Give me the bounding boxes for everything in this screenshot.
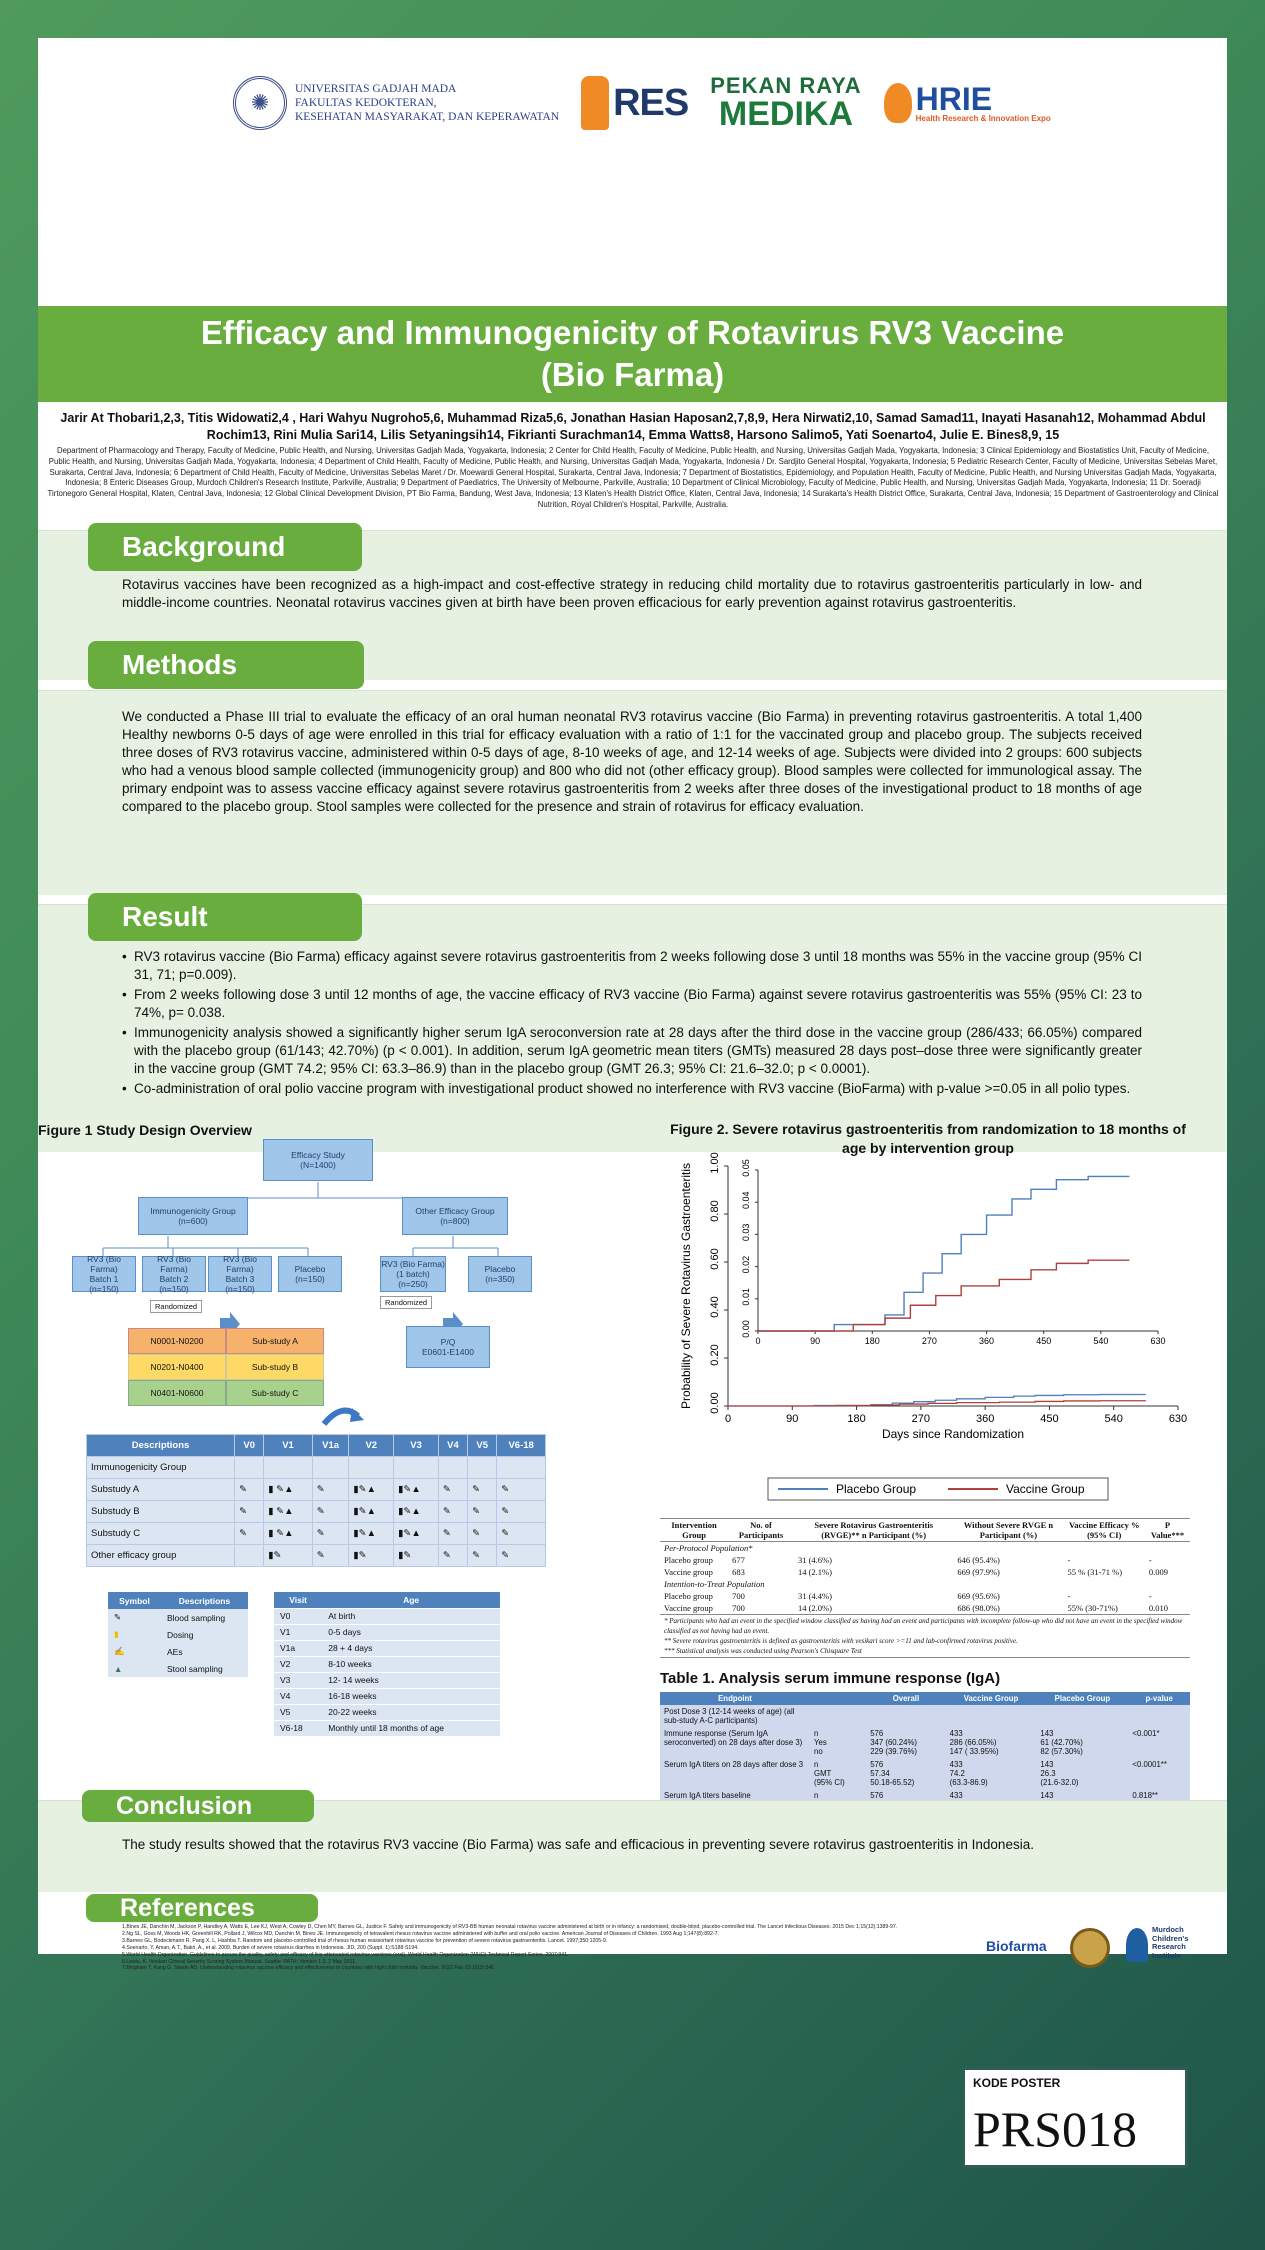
syringe-icon: ✎ xyxy=(108,1609,161,1626)
x-tick-label: 360 xyxy=(975,1413,995,1425)
th-5: p-value xyxy=(1128,1692,1190,1705)
ugm-seal-icon: ✺ xyxy=(233,76,287,130)
result-bullets xyxy=(122,948,1142,1100)
mcri-3: Research xyxy=(1152,1942,1186,1951)
ref-2: 2.Ng SL, Goss M, Woods HK, Greenhill RK, Pollard J, Wilcox MD, Danchin M, Bines JE. Immunogenicity of tetravalent rhesus rotavirus vaccine administered with buffer and oral polio vaccine. American Journal of Diseases of Children. 1993 Aug 1;147(8):892-7. xyxy=(122,1930,719,1937)
x-axis-title: Days since Randomization xyxy=(881,1427,1025,1441)
other-box-line-2: (n=800) xyxy=(440,1216,470,1226)
e01-5: 0.009 xyxy=(1148,1567,1169,1577)
t1-4: 143 61 (42.70%) 82 (57.30%) xyxy=(1040,1729,1083,1756)
poster-code-box xyxy=(962,2067,1188,2168)
vh-2: V1 xyxy=(264,1435,312,1457)
sym-h-0: Symbol xyxy=(108,1592,161,1609)
header-logos xyxy=(233,58,1093,148)
b4-line-3: (n=250) xyxy=(398,1279,428,1289)
e01-3: 669 (97.9%) xyxy=(957,1567,1000,1577)
p2-line-1: Placebo xyxy=(484,1264,516,1274)
ref-5: 5.World Health Organization. Guidelines to assure the quality, safety and efficacy of live attenuated rotavirus vaccines (oral). World Health Organization (WHO) Technical Report Series. 2007;941. xyxy=(122,1951,569,1958)
hrie-text: HRIE xyxy=(915,81,993,117)
title-line-1: Efficacy and Immunogenicity of Rotavirus RV3 Vaccine xyxy=(200,314,1065,351)
placebo-box-2 xyxy=(468,1256,532,1292)
p1-line-2: (n=150) xyxy=(295,1274,325,1284)
e10-5: - xyxy=(1148,1591,1152,1601)
poster-code-value: PRS018 xyxy=(973,2101,1137,2157)
t2-3: 433 74.2 (63.3-86.9) xyxy=(949,1760,988,1787)
title-bar xyxy=(38,306,1227,402)
authors: Jarir At Thobari1,2,3, Titis Widowati2,4 , Hari Wahyu Nugroho5,6, Muhammad Riza5,6, Jonathan Hasian Haposan2,7,8,9, Hera Nirwati2,10, Samad Samad11, Inayati Hasanah12, Mohammad Abdul Rochim13, Rini Mulia Sari14, Lilis Setyaningsih14, Fikrianti Surachman14, Emma Watts8, Harsono Salimo5, Yati Soenarto4, Julie E. Bines8,9, 15 xyxy=(60,411,1206,442)
table-row: Substudy A ✎ ▮ ✎▲ ✎ ▮✎▲ ▮✎▲ ✎ ✎ ✎ xyxy=(87,1479,546,1501)
t2-1: n GMT (95% CI) xyxy=(814,1760,845,1787)
inset-x-tick-label: 180 xyxy=(864,1336,880,1346)
sym-2: AEs xyxy=(161,1643,248,1660)
th-3: Vaccine Group xyxy=(946,1692,1037,1705)
pq-box xyxy=(406,1326,490,1368)
immuno-box-line-2: (n=600) xyxy=(178,1216,208,1226)
poster xyxy=(38,38,1227,1972)
age-h-1: Age xyxy=(322,1592,500,1608)
y-tick-label: 1.00 xyxy=(709,1152,721,1174)
mcri-logo xyxy=(1152,1926,1188,1960)
mcri-4: Institute xyxy=(1152,1950,1182,1960)
x-tick-label: 0 xyxy=(724,1413,732,1425)
t3-0: Serum IgA titers baseline xyxy=(664,1791,751,1800)
sym-0: Blood sampling xyxy=(161,1609,248,1626)
result-bullet-1: • RV3 rotavirus vaccine (Bio Farma) efficacy against severe rotavirus gastroenteritis from 2 weeks following dose 3 until 18 months was 55% in the vaccine group (95% CI 31, 71; p=0.009). xyxy=(122,948,1142,984)
t2-0: Serum IgA titers on 28 days after dose 3 xyxy=(664,1760,804,1769)
vh-6: V4 xyxy=(438,1435,467,1457)
ugm-line-1: UNIVERSITAS GADJAH MADA xyxy=(295,83,457,95)
t1-0: Immune response (Serum IgA seroconverted) on 28 days after dose 3) xyxy=(664,1729,803,1747)
y-axis-title: Probability of Severe Rotavirus Gastroenteritis xyxy=(679,1162,693,1410)
table-row: Other efficacy group ▮✎ ✎ ▮✎ ▮✎ ✎ ✎ ✎ xyxy=(87,1545,546,1567)
eh-5: P Value*** xyxy=(1145,1519,1190,1542)
inset-y-tick-label: 0.04 xyxy=(741,1191,751,1209)
th-2: Overall xyxy=(866,1692,945,1705)
table-row xyxy=(660,1727,1190,1758)
b4-line-1: RV3 (Bio Farma) xyxy=(381,1259,445,1269)
stool-icon: ▲ xyxy=(108,1660,161,1677)
vr-4: Other efficacy group xyxy=(87,1545,235,1567)
efficacy-table xyxy=(660,1518,1190,1658)
b1-line-2: Batch 1 xyxy=(89,1274,119,1284)
x-tick-label: 540 xyxy=(1104,1413,1123,1425)
age-a-3: 8-10 weeks xyxy=(322,1656,500,1672)
legend-vaccine-label: Vaccine Group xyxy=(1006,1482,1085,1496)
inset-y-tick-label: 0.00 xyxy=(741,1320,751,1338)
table-row xyxy=(660,1566,1190,1578)
age-v-1: V1 xyxy=(274,1624,322,1640)
th-4: Placebo Group xyxy=(1036,1692,1128,1705)
prm-line-2: MEDIKA xyxy=(718,95,853,133)
references-list xyxy=(122,1924,922,1972)
b3-line-1: RV3 (Bio Farma) xyxy=(223,1254,257,1274)
hrie-subtitle: Health Research & Innovation Expo xyxy=(915,114,1051,123)
t3-5: 0.818** xyxy=(1132,1791,1158,1800)
emblem-icon xyxy=(1070,1928,1110,1968)
y-tick-label: 0.20 xyxy=(709,1344,721,1366)
e10-3: 669 (95.6%) xyxy=(957,1591,1000,1601)
table-row xyxy=(660,1554,1190,1566)
e10-0: Placebo group xyxy=(664,1591,713,1601)
t1-1: n Yes no xyxy=(814,1729,827,1756)
table-row xyxy=(660,1758,1190,1789)
res-text: RES xyxy=(613,81,689,124)
e00-2: 31 (4.6%) xyxy=(797,1555,832,1565)
vh-8: V6-18 xyxy=(497,1435,546,1457)
th-1 xyxy=(810,1692,866,1705)
methods-heading: Methods xyxy=(88,641,364,689)
age-a-1: 0-5 days xyxy=(322,1624,500,1640)
e00-3: 646 (95.4%) xyxy=(957,1555,1000,1565)
age-v-6: V5 xyxy=(274,1704,322,1720)
inset-y-tick-label: 0.01 xyxy=(741,1288,751,1306)
age-v-3: V2 xyxy=(274,1656,322,1672)
randomized-label-1: Randomized xyxy=(150,1300,202,1313)
sym-3: Stool sampling xyxy=(161,1660,248,1677)
inset-x-tick-label: 630 xyxy=(1150,1336,1166,1346)
main-series-line xyxy=(728,1394,1146,1406)
ref-3: 3.Barnes GL, Bodeckmann R, Pang X. L, Hashba T. Random and placebo-controlled trial of rhesus human reassortant rotavirus vaccine for prevention of severe rotavirus gastroenteritis. Lancet. 1997;350:1205-9. xyxy=(122,1937,608,1944)
pq-line-2: E0601-E1400 xyxy=(422,1347,474,1357)
inset-x-tick-label: 450 xyxy=(1036,1336,1052,1346)
e11-3: 686 (98.0%) xyxy=(957,1603,1000,1613)
table-row: Substudy C ✎ ▮ ✎▲ ✎ ▮✎▲ ▮✎▲ ✎ ✎ ✎ xyxy=(87,1523,546,1545)
y-tick-label: 0.60 xyxy=(709,1248,721,1270)
mcri-2: Children's xyxy=(1152,1933,1189,1943)
e10-4: - xyxy=(1067,1591,1071,1601)
sym-1: Dosing xyxy=(161,1626,248,1643)
th-0: Endpoint xyxy=(660,1692,810,1705)
e10-1: 700 xyxy=(732,1591,745,1601)
conclusion-text: The study results showed that the rotavirus RV3 vaccine (Bio Farma) was safe and efficacious in preventing severe rotavirus gastroenteritis in Indonesia. xyxy=(122,1837,1034,1852)
t2-4: 143 26.3 (21.6-32.0) xyxy=(1040,1760,1079,1787)
e11-2: 14 (2.0%) xyxy=(797,1603,832,1613)
vr-2: Substudy B xyxy=(87,1501,235,1523)
y-tick-label: 0.80 xyxy=(709,1200,721,1222)
e01-0: Vaccine group xyxy=(664,1567,713,1577)
t3-3: 433 xyxy=(949,1791,963,1800)
substudy-a: Sub-study A xyxy=(226,1328,324,1354)
x-tick-label: 450 xyxy=(1040,1413,1059,1425)
eh-1: No. of Participants xyxy=(728,1519,794,1542)
result-bullet-3: • Immunogenicity analysis showed a significantly higher serum IgA seroconversion rate at 28 days after the third dose in the vaccine group (286/433; 66.05%) compared with the placebo group (61/143; 42.70%) (p < 0.001). In addition, serum IgA geometric mean titers (GMTs) measured 28 days post–dose three were significantly greater in the vaccine group (GMT 74.2; 95% CI: 63.3–86.9) than in the placebo group (GMT 26.3; 95% CI: 21.6–32.0; p < 0.0001). xyxy=(122,1024,1142,1078)
e00-4: - xyxy=(1067,1555,1071,1565)
eff-sec-1: Intention-to-Treat Population xyxy=(664,1579,765,1589)
x-tick-label: 630 xyxy=(1168,1413,1188,1425)
title-line-2: (Bio Farma) xyxy=(540,356,725,393)
background-text: Rotavirus vaccines have been recognized as a high-impact and cost-effective strategy in reducing child mortality due to rotavirus gastroenteritis particularly in low- and middle-income countries. Neonatal rotavirus vaccines given at birth have been proven efficacious for early prevention against rotavirus gastroenteritis. xyxy=(122,577,1142,610)
table-row: Substudy B ✎ ▮ ✎▲ ✎ ▮✎▲ ▮✎▲ ✎ ✎ ✎ xyxy=(87,1501,546,1523)
inset-x-tick-label: 90 xyxy=(810,1336,821,1346)
figure-2-title: Figure 2. Severe rotavirus gastroenteritis from randomization to 18 months of age by intervention group xyxy=(670,1121,1186,1156)
eff-note-1: ** Severe rotavirus gastroenteritis is defined as gastroenteritis with vesikari score >=11 and lab-confirmed rotavirus positive. xyxy=(664,1637,1018,1645)
e00-5: - xyxy=(1148,1555,1152,1565)
e11-5: 0.010 xyxy=(1148,1603,1169,1613)
age-v-0: V0 xyxy=(274,1608,322,1624)
age-a-5: 16-18 weeks xyxy=(322,1688,500,1704)
biofarma-logo: Biofarma xyxy=(986,1938,1047,1954)
ugm-line-3: KESEHATAN MASYARAKAT, DAN KEPERAWATAN xyxy=(295,111,560,123)
b3-line-3: (n=150) xyxy=(225,1284,255,1294)
batch-1-box xyxy=(72,1256,136,1292)
t0-0: Post Dose 3 (12-14 weeks of age) (all sub-study A-C participants) xyxy=(664,1707,795,1725)
p1-line-1: Placebo xyxy=(294,1264,326,1274)
age-a-2: 28 + 4 days xyxy=(322,1640,500,1656)
age-v-2: V1a xyxy=(274,1640,322,1656)
e11-1: 700 xyxy=(732,1603,745,1613)
b4-line-2: (1 batch) xyxy=(396,1269,430,1279)
e01-2: 14 (2.1%) xyxy=(797,1567,832,1577)
dosing-icon: ▮ xyxy=(108,1626,161,1643)
result-heading: Result xyxy=(88,893,362,941)
b3-line-2: Batch 3 xyxy=(225,1274,255,1284)
b1-line-1: RV3 (Bio Farma) xyxy=(87,1254,121,1274)
mcri-mark-icon xyxy=(1126,1928,1148,1962)
background-heading: Background xyxy=(88,523,362,571)
conclusion-heading: Conclusion xyxy=(82,1790,314,1822)
vr-3: Substudy C xyxy=(87,1523,235,1545)
curved-arrow-icon xyxy=(318,1400,368,1430)
res-logo xyxy=(581,76,688,130)
methods-text: We conducted a Phase III trial to evaluate the efficacy of an oral human neonatal RV3 rotavirus vaccine (Bio Farma) in preventing rotavirus gastroenteritis. A total 1,400 Healthy newborns 0-5 days of age were enrolled in this trial for efficacy evaluation with a ratio of 1:1 for the vaccinated group and placebo group. The subjects received three doses of RV3 rotavirus vaccine, administered within 0-5 days of age, 8-10 weeks of age, and 12-14 weeks of age. Subjects were divided into 2 groups: 600 subjects who had a venous blood sample collected (immunogenicity group) and 800 who did not (other efficacy group). Blood samples were collected for immunological assay. The primary endpoint was to assess vaccine efficacy against severe rotavirus gastroenteritis from 2 weeks after three doses of the investigational product to 18 months of age compared to the placebo group. Stool samples were collected for the presence and strain of rotavirus for efficacy evaluation. xyxy=(122,709,1142,814)
vh-0: Descriptions xyxy=(87,1435,235,1457)
ugm-line-2: FAKULTAS KEDOKTERAN, xyxy=(295,97,437,109)
sym-h-1: Descriptions xyxy=(161,1592,248,1609)
b2-line-2: Batch 2 xyxy=(159,1274,189,1284)
inset-series-line xyxy=(758,1260,1129,1331)
placebo-box-1 xyxy=(278,1256,342,1292)
ref-1: 1.Bines JE, Danchin M, Jackson P, Handley A, Watts E, Lee KJ, West A, Cowley D, Chen MY, Barnes GL, Justice F. Safety and immunogenicity of RV3-BB human neonatal rotavirus vaccine administered at birth or in infancy: a randomised, double-blind, placebo-controlled trial. The Lancet Infectious Diseases. 2015 Dec 1;15(12):1389-97. xyxy=(122,1924,898,1930)
age-a-7: Monthly until 18 months of age xyxy=(322,1720,500,1736)
symbol-legend-table xyxy=(108,1592,248,1677)
t2-5: <0.0001** xyxy=(1132,1760,1167,1769)
references-heading: References xyxy=(86,1894,318,1922)
e00-0: Placebo group xyxy=(664,1555,713,1565)
table-row xyxy=(87,1457,546,1479)
eff-note-0: * Participants who had an event in the specified window classified as having had an event and participants with incomplete follow-up who did not have an event in the specified window classified as not having had an event. xyxy=(664,1617,1183,1635)
code-c: N0401-N0600 xyxy=(128,1380,226,1406)
hrie-logo xyxy=(884,83,1051,123)
t1-3: 433 286 (66.05%) 147 ( 33.95%) xyxy=(949,1729,999,1756)
bulb-icon xyxy=(884,83,912,123)
randomized-label-2: Randomized xyxy=(380,1296,432,1309)
table-row xyxy=(660,1602,1190,1615)
ref-7: 7.Bingham T, Kang G, Steele AD. Understanding rotavirus vaccine efficacy and effectiveness in countries with high child mortality. Vaccine. 2022 Feb 23;10(3):346. xyxy=(122,1965,496,1972)
vr-0: Immunogenicity Group xyxy=(87,1457,235,1479)
age-a-6: 20-22 weeks xyxy=(322,1704,500,1720)
immuno-box-line-1: Immunogenicity Group xyxy=(150,1206,236,1216)
t1-2: 576 347 (60.24%) 229 (39.76%) xyxy=(870,1729,917,1756)
figure-1-title: Figure 1 Study Design Overview xyxy=(38,1122,252,1138)
visit-age-table xyxy=(274,1592,500,1737)
eff-sec-0: Per-Protocol Population* xyxy=(664,1543,753,1553)
km-chart xyxy=(678,1152,1198,1506)
age-v-5: V4 xyxy=(274,1688,322,1704)
code-a: N0001-N0200 xyxy=(128,1328,226,1354)
t1-5: <0.001* xyxy=(1132,1729,1160,1738)
y-tick-label: 0.40 xyxy=(709,1296,721,1318)
y-tick-label: 0.00 xyxy=(709,1392,721,1414)
table-row xyxy=(660,1590,1190,1602)
result-bullet-2: • From 2 weeks following dose 3 until 12 months of age, the vaccine efficacy of RV3 vaccine (Bio Farma) against severe rotavirus gastroenteritis was 55% (95% CI: 23 to 74%, p= 0.038. xyxy=(122,986,1142,1022)
substudy-b: Sub-study B xyxy=(226,1354,324,1380)
e01-1: 683 xyxy=(732,1567,745,1577)
visit-schedule-table xyxy=(86,1434,546,1567)
ref-4: 4.Soenarto, Y, Aman, A.T., Bakri, A., et al. 2009. Burden of severe rotavirus diarrhea in Indonesia. JID, 200 (Suppl. 1):S188-S194. xyxy=(122,1944,419,1951)
inset-x-tick-label: 0 xyxy=(755,1336,761,1346)
substudy-c: Sub-study C xyxy=(226,1380,324,1406)
eh-3: Without Severe RVGE n Participant (%) xyxy=(953,1519,1063,1542)
other-efficacy-group-box xyxy=(402,1197,508,1235)
mcri-1: Murdoch xyxy=(1152,1925,1184,1934)
e01-4: 55 % (31-71 %) xyxy=(1067,1567,1123,1577)
res-mark-icon xyxy=(581,76,609,130)
affiliations: Department of Pharmacology and Therapy, Faculty of Medicine, Public Health, and Nursing, Universitas Gadjah Mada, Yogyakarta, Indonesia; 2 Center for Child Health, Faculty of Medicine, Public Health, and Nursing, Universitas Gadjah Mada, Yogyakarta, Indonesia; 3 Clinical Epidemiology and Biostatistics Unit, Faculty of Medicine, Public Health, and Nursing, Universitas Gadjah Mada, Yogyakarta, Indonesia; 4 Department of Child Health, Faculty of Medicine, Public Health, and Nursing, Universitas Gadjah Mada, Yogyakarta, Indonesia / Dr. Sardjito General Hospital, Yogyakarta, Indonesia; 5 Pediatric Research Center, Faculty of Medicine, Universitas Sebelas Maret, Surakarta, Central Java, Indonesia; 6 Department of Child Health, Faculty of Medicine, Universitas Sebelas Maret / Dr. Moewardi General Hospital, Surakarta, Central Java, Indonesia; 7 Department of Biostatistics, Epidemiology, and Population Health, Faculty of Medicine, Public Health, and Nursing Universitas Gadjah Mada, Yogyakarta, Indonesia; 8 Enteric Diseases Group, Murdoch Children's Research Institute, Parkville, Australia; 9 Department of Paediatrics, The University of Melbourne, Parkville, Australia; 10 Department of Clinical Microbiology, Faculty of Medicine, Public Health, and Nursing, Universitas Gadjah Mada, Yogyakarta, Indonesia; 11 Dr. Soeradji Tirtonegoro General Hospital, Klaten, Central Java, Indonesia; 12 Global Clinical Development Division, PT Bio Farma, Bandung, West Java, Indonesia; 13 Klaten's Health District Office, Klaten, Central Java, Indonesia; 14 Surakarta's Health District Office, Surakarta, Central Java, Indonesia; 15 Department of Gastroenterology and Clinical Nutrition, Royal Children's Hospital, Parkville, Australia. xyxy=(47,446,1219,509)
vh-1: V0 xyxy=(235,1435,264,1457)
poster-code-label: KODE POSTER xyxy=(973,2076,1061,2090)
prm-line-1: PEKAN RAYA xyxy=(710,73,862,98)
x-tick-label: 270 xyxy=(911,1413,931,1425)
t3-1: n xyxy=(814,1791,819,1800)
efficacy-study-box xyxy=(263,1139,373,1181)
batch-2-box xyxy=(142,1256,206,1292)
batch-3-box xyxy=(208,1256,272,1292)
result-bullet-4: • Co-administration of oral polio vaccine program with investigational product showed no interference with RV3 vaccine (BioFarma) with p-value >=0.05 in all polio types. xyxy=(122,1080,1142,1098)
inset-series-line xyxy=(758,1176,1129,1331)
vh-4: V2 xyxy=(349,1435,394,1457)
top-box-line-1: Efficacy Study xyxy=(291,1150,345,1160)
main-series-line xyxy=(728,1401,1146,1406)
immunogenicity-group-box xyxy=(138,1197,248,1235)
eh-4: Vaccine Efficacy % (95% CI) xyxy=(1064,1519,1145,1542)
t2-2: 576 57.34 50.18-65.52) xyxy=(870,1760,915,1787)
pekan-raya-medika-logo xyxy=(710,75,861,131)
p2-line-2: (n=350) xyxy=(485,1274,515,1284)
top-box-line-2: (N=1400) xyxy=(300,1160,336,1170)
code-b: N0201-N0400 xyxy=(128,1354,226,1380)
inset-y-tick-label: 0.03 xyxy=(741,1223,751,1242)
b1-line-3: (n=150) xyxy=(89,1284,119,1294)
age-v-7: V6-18 xyxy=(274,1720,322,1736)
e00-1: 677 xyxy=(732,1555,745,1565)
ae-icon: ✍ xyxy=(108,1643,161,1660)
t3-2: 576 xyxy=(870,1791,884,1800)
e11-0: Vaccine group xyxy=(664,1603,713,1613)
table-row xyxy=(660,1705,1190,1727)
b2-line-3: (n=150) xyxy=(159,1284,189,1294)
table-1-title: Table 1. Analysis serum immune response (IgA) xyxy=(660,1670,1001,1687)
legend-placebo-label: Placebo Group xyxy=(836,1482,917,1496)
x-tick-label: 90 xyxy=(786,1413,799,1425)
t3-4: 143 xyxy=(1040,1791,1054,1800)
inset-y-tick-label: 0.02 xyxy=(741,1255,751,1274)
age-a-0: At birth xyxy=(322,1608,500,1624)
inset-x-tick-label: 540 xyxy=(1093,1336,1109,1346)
e11-4: 55% (30-71%) xyxy=(1067,1603,1118,1613)
inset-y-tick-label: 0.05 xyxy=(741,1159,751,1177)
vh-3: V1a xyxy=(312,1435,349,1457)
eh-0: Intervention Group xyxy=(660,1519,728,1542)
x-tick-label: 180 xyxy=(847,1413,866,1425)
vr-1: Substudy A xyxy=(87,1479,235,1501)
age-h-0: Visit xyxy=(274,1592,322,1608)
inset-x-tick-label: 360 xyxy=(979,1336,995,1346)
eff-note-2: *** Statistical analysis was conducted using Pearson's Chisquare Test xyxy=(664,1647,862,1655)
age-a-4: 12- 14 weeks xyxy=(322,1672,500,1688)
vh-7: V5 xyxy=(468,1435,497,1457)
ref-6: 6.Lewis, K. Vesikari Clinical Severity Scoring System Manual. Seattle: PATH; Version 1.3, 2 May 2011. xyxy=(122,1958,357,1965)
e10-2: 31 (4.4%) xyxy=(797,1591,832,1601)
ugm-logo xyxy=(233,76,559,130)
b2-line-1: RV3 (Bio Farma) xyxy=(157,1254,191,1274)
eh-2: Severe Rotavirus Gastroenteritis (RVGE)** n Participant (%) xyxy=(794,1519,953,1542)
other-box-line-1: Other Efficacy Group xyxy=(415,1206,495,1216)
pq-line-1: P/Q xyxy=(440,1337,456,1347)
vh-5: V3 xyxy=(394,1435,439,1457)
batch-other-box xyxy=(380,1256,446,1292)
age-v-4: V3 xyxy=(274,1672,322,1688)
inset-x-tick-label: 270 xyxy=(921,1336,937,1346)
